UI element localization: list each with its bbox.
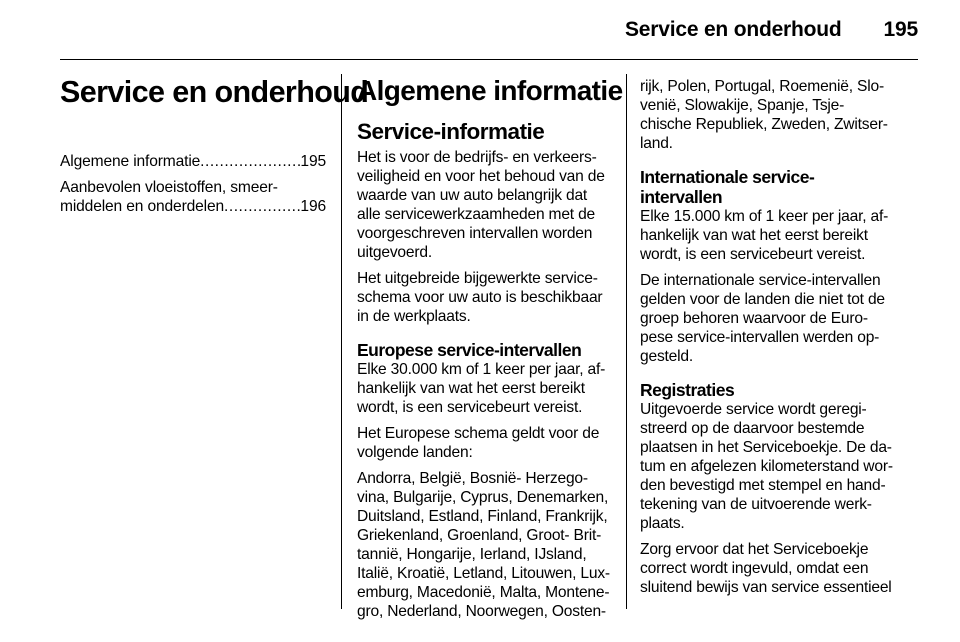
content-column-3 <box>640 74 922 604</box>
toc-entry-label: middelen en onderdelen <box>60 198 225 215</box>
paragraph: Het is voor de bedrijfs- en verkeers- veiligheid en voor het behoud van de waarde van uw auto belangrijk dat alle servicewerkzaamheden met de voorgeschreven intervallen worden uitgevoerd. <box>357 149 605 261</box>
heading-international-intervals: Internationale service- intervallen <box>640 167 815 207</box>
toc-entry-page: 196 <box>300 198 326 215</box>
paragraph-country-list-continued: rijk, Polen, Portugal, Roemenië, Slo- venië, Slowakije, Spanje, Tsje- chische Republiek, Zweden, Zwitser- land. <box>640 78 888 152</box>
table-of-contents <box>60 152 326 216</box>
paragraph-country-list: Andorra, België, Bosnië- Herzego- vina, Bulgarije, Cyprus, Denemarken, Duitsland, Estland, Finland, Frankrijk, Griekenland, Groenland, Groot- Brit- tannië, Hongarije, Ierland, IJsland, Italië, Kroatië, Letland, Litouwen, Lux- emburg, Macedonië, Malta, Montene- gro, Nederland, Noorwegen, Oosten- <box>357 470 610 620</box>
column-divider-2 <box>626 74 627 609</box>
toc-entry[interactable] <box>60 152 326 171</box>
toc-entry[interactable] <box>60 178 326 216</box>
header-rule <box>60 59 918 60</box>
toc-leader-dots <box>200 152 300 171</box>
running-head <box>625 18 918 42</box>
column-divider-1 <box>341 74 342 609</box>
content-column-2 <box>357 74 622 628</box>
paragraph: Elke 30.000 km of 1 keer per jaar, af- hankelijk van wat het eerst bereikt wordt, is een servicebeurt vereist. <box>357 361 606 416</box>
paragraph: Het uitgebreide bijgewerkte service- schema voor uw auto is beschikbaar in de werkplaats. <box>357 270 603 325</box>
paragraph: Uitgevoerde service wordt geregi- streerd op de daarvoor bestemde plaatsen in het Serviceboekje. De da- tum en afgelezen kilometerstand wor- den bevestigd met stempel en hand- tekening van de uitvoerende werk- plaats. <box>640 401 893 532</box>
heading-service-info: Service-informatie <box>357 119 545 144</box>
paragraph: De internationale service-intervallen gelden voor de landen die niet tot de groep behoren waarvoor de Euro- pese service-intervallen werden op- gesteld. <box>640 272 885 365</box>
page-number: 195 <box>883 18 918 41</box>
toc-leader-dots <box>224 197 300 216</box>
chapter-column <box>60 74 369 223</box>
section-title: Algemene informatie <box>357 75 623 106</box>
running-head-title: Service en onderhoud <box>624 18 842 41</box>
paragraph: Het Europese schema geldt voor de volgende landen: <box>357 425 600 461</box>
heading-registrations: Registraties <box>640 380 735 400</box>
paragraph: Zorg ervoor dat het Serviceboekje correct wordt ingevuld, omdat een sluitend bewijs van service essentieel <box>640 541 892 596</box>
toc-entry-page: 195 <box>300 153 326 170</box>
chapter-title: Service en onderhoud <box>60 75 369 109</box>
heading-european-intervals: Europese service-intervallen <box>357 340 582 360</box>
toc-entry-label: Aanbevolen vloeistoffen, smeer- <box>60 179 278 196</box>
paragraph: Elke 15.000 km of 1 keer per jaar, af- hankelijk van wat het eerst bereikt wordt, is een servicebeurt vereist. <box>640 208 889 263</box>
toc-entry-label: Algemene informatie <box>60 153 201 170</box>
